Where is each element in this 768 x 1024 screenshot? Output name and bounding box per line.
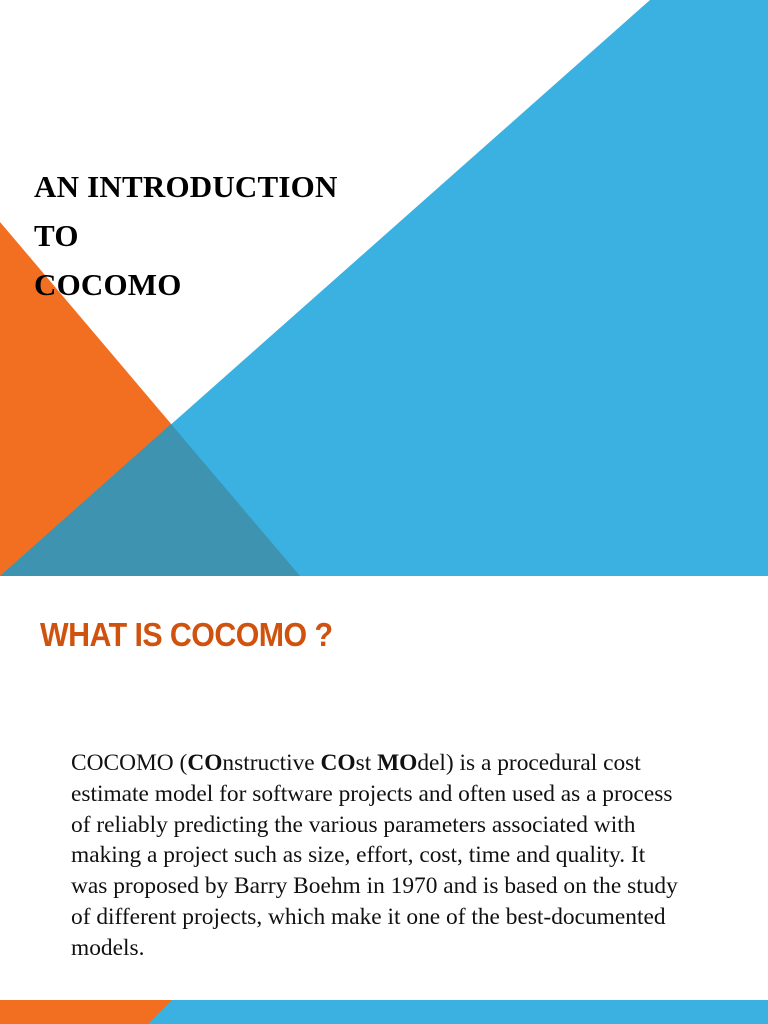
body-line-1: COCOMO (COnstructive COst MOdel) is a procedural cost [71,750,641,776]
content-slide [0,576,768,1024]
slide-title [34,162,338,309]
body-line-3: of reliably predicting the various parameters associated with [71,811,636,838]
title-line-1: AN INTRODUCTION [34,169,338,204]
orange-strip [0,1000,172,1024]
body-paragraph [71,748,751,964]
body-line-7: models. [71,934,145,961]
body-line-4: making a project such as size, effort, cost, time and quality. It [71,842,646,869]
slide-heading: WHAT IS COCOMO ? [40,616,333,653]
body-line-5: was proposed by Barry Boehm in 1970 and is based on the study [71,873,678,900]
title-line-2: TO [34,218,79,253]
blue-strip [148,1000,768,1024]
body-line-2: estimate model for software projects and often used as a process [71,780,673,807]
title-line-3: COCOMO [34,267,182,302]
body-line-6: of different projects, which make it one of the best-documented [71,903,666,930]
